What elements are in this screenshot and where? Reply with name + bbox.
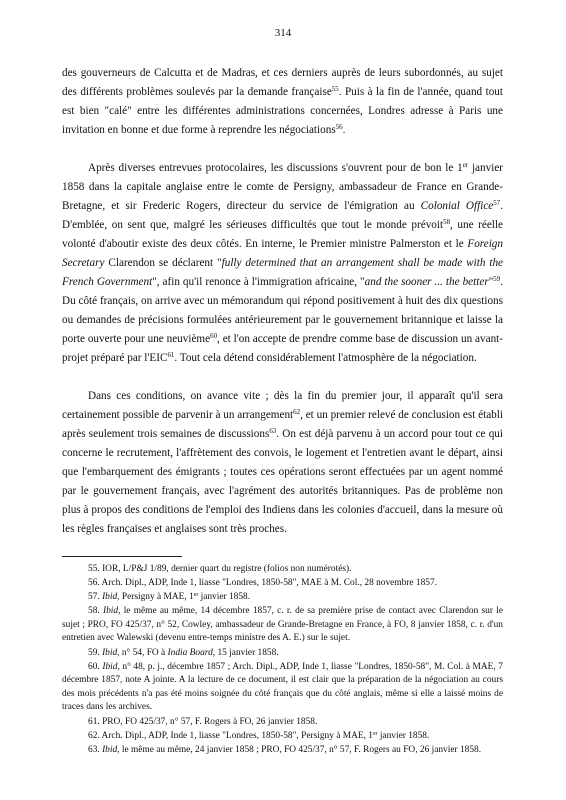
footnote-ref: 61 <box>167 351 175 360</box>
footnote-ref: 57 <box>493 199 501 208</box>
footnote-ref: 58 <box>443 218 451 227</box>
text-run: Dans ces conditions, on avance vite ; dès la fin du premier jour, il apparaît qu'il sera certainement possible de parvenir à un arrangement <box>62 390 503 421</box>
italic-text: Ibid <box>102 661 118 672</box>
italic-text: fully determined that an arrangement shall be made with the French Government <box>62 257 503 288</box>
text-run: " <box>488 276 494 288</box>
italic-text: India Board <box>167 647 213 658</box>
text-run: . Du côté français, on arrive avec un mémorandum qui répond positivement à huit des dix questions ou demandes de précisions formulées antérieurement par le gouvernement britannique et laisse la porte ouverte pour une neuvième <box>62 276 503 345</box>
text-run: . Puis à la fin de l'année, quand tout est bien "calé" entre les différentes administrations concernées, Londres adresse à Paris une invitation en bonne et due forme à reprendre les négociations <box>62 86 503 136</box>
italic-text: and the sooner ... the better <box>364 276 489 288</box>
body-text <box>62 64 503 539</box>
text-run: , n° 54, FO à <box>117 647 168 658</box>
footnote-ref: er <box>462 161 469 170</box>
text-run: , Persigny à MAE, 1 <box>117 592 194 603</box>
text-run: , le même au même, 24 janvier 1858 ; PRO, FO 425/37, n° 57, F. Rogers au FO, 26 janvier 1858. <box>117 744 482 755</box>
footnote-ref: 56 <box>335 123 343 132</box>
text-run: 59. <box>88 647 103 658</box>
page-number: 314 <box>274 27 292 39</box>
paragraph <box>62 159 503 368</box>
text-run: janvier 1858 dans la capitale anglaise entre le comte de Persigny, ambassadeur de France en Grande-Bretagne, et sir Frederic Rogers, directeur du service de l'émigration au <box>62 162 504 212</box>
footnote <box>62 730 503 744</box>
italic-text: Colonial Office <box>420 200 494 212</box>
footnote <box>62 716 503 730</box>
text-run: , une réelle volonté d'aboutir existe des deux côtés. En interne, le Premier ministre Palmerston et le <box>62 219 503 250</box>
text-run: 58. <box>88 606 103 617</box>
italic-text: Ibid <box>102 592 118 603</box>
footnote-separator <box>62 556 182 557</box>
text-run: des gouverneurs de Calcutta et de Madras, et ces derniers auprès de leurs subordonnés, au sujet des différents problèmes soulevés par la demande française <box>62 67 503 98</box>
italic-text: Ibid <box>102 647 118 658</box>
footnote-ref: er <box>372 730 378 737</box>
text-run: , n° 48, p. j., décembre 1857 ; Arch. Dipl., ADP, Inde 1, liasse "Londres, 1850-58", M. Col. à MAE, 7 décembre 1857, note A jointe. A la lecture de ce document, il est clair que la préparation de la négociation au cours des mois précédents n'a pas été moins soignée du côté français que du côté anglais, même si elle a laissé moins de traces dans les archives. <box>62 661 503 713</box>
footnote <box>62 744 503 758</box>
footnote-ref: er <box>193 591 199 598</box>
footnote-ref: 60 <box>210 332 218 341</box>
paragraph <box>62 387 503 539</box>
text-run: Après diverses entrevues protocolaires, les discussions s'ouvrent pour de bon le 1 <box>88 162 463 174</box>
text-run: . On est déjà parvenu à un accord pour tout ce qui concerne le recrutement, l'affrètement des convois, le logement et l'entretien avant le départ, ainsi que l'embarquement des émigrants ; toutes ces opérations seront effectuées par un agent nommé par le gouvernement français, avec l'agrément des autorités britanniques. Pas de problème non plus à propos des conditions de l'emploi des Indiens dans les colonies d'accueil, dans la mesure où les règles françaises et anglaises sont très proches. <box>62 428 503 535</box>
footnote <box>62 605 503 646</box>
footnote-ref: 62 <box>293 408 301 417</box>
text-run: 62. Arch. Dipl., ADP, Inde 1, liasse "Londres, 1850-58", Persigny à MAE, 1 <box>88 730 373 741</box>
text-run: . <box>342 124 346 136</box>
text-run: 60. <box>88 661 103 672</box>
italic-text: Foreign Secretary <box>62 238 503 269</box>
text-run: 55. IOR, L/P&J 1/89, dernier quart du registre (folios non numérotés). <box>88 564 352 574</box>
footnote <box>62 577 503 591</box>
text-run: 56. Arch. Dipl., ADP, Inde 1, liasse "Londres, 1850-58", MAE à M. Col., 28 novembre 1857. <box>88 578 438 589</box>
text-run: . Tout cela détend considérablement l'atmosphère de la négociation. <box>174 352 477 364</box>
footnote-ref: 55 <box>331 85 339 94</box>
footnotes <box>62 563 503 758</box>
text-run: 57. <box>88 592 103 603</box>
italic-text: Ibid <box>102 606 119 617</box>
text-run: 63. <box>88 744 103 755</box>
text-run: 61. PRO, FO 425/37, n° 57, F. Rogers à FO, 26 janvier 1858. <box>88 716 318 727</box>
text-run: ", afin qu'il renonce à l'immigration africaine, " <box>152 276 365 288</box>
footnote <box>62 661 503 715</box>
paragraph <box>62 64 503 140</box>
text-run: , 15 janvier 1858. <box>212 647 279 658</box>
footnote-ref: 59 <box>493 275 501 284</box>
footnote <box>62 563 503 577</box>
text-run: janvier 1858. <box>198 592 251 603</box>
footnote <box>62 647 503 661</box>
text-run: , et un premier relevé de conclusion est établi après seulement trois semaines de discussions <box>62 409 503 440</box>
text-run: , et l'on accepte de prendre comme base de discussion un avant-projet préparé par l'EIC <box>62 333 504 364</box>
italic-text: Ibid <box>102 744 118 755</box>
text-run: janvier 1858. <box>377 730 430 741</box>
footnote <box>62 591 503 605</box>
text-run: , le même au même, 14 décembre 1857, c. r. de sa première prise de contact avec Clarendon sur le sujet ; PRO, FO 425/37, n° 52, Cowley, ambassadeur de Grande-Bretagne en France, à FO, 8 janvier 1858, c. r. d'un entretien avec Walewski (devenu entre-temps ministre des A. E.) sur le sujet. <box>62 606 504 644</box>
footnote-ref: 63 <box>269 427 277 436</box>
text-run: Clarendon se déclarent " <box>104 257 222 269</box>
text-run: . D'emblée, on sent que, malgré les sérieuses difficultés que tout le monde prévoit <box>62 200 504 231</box>
